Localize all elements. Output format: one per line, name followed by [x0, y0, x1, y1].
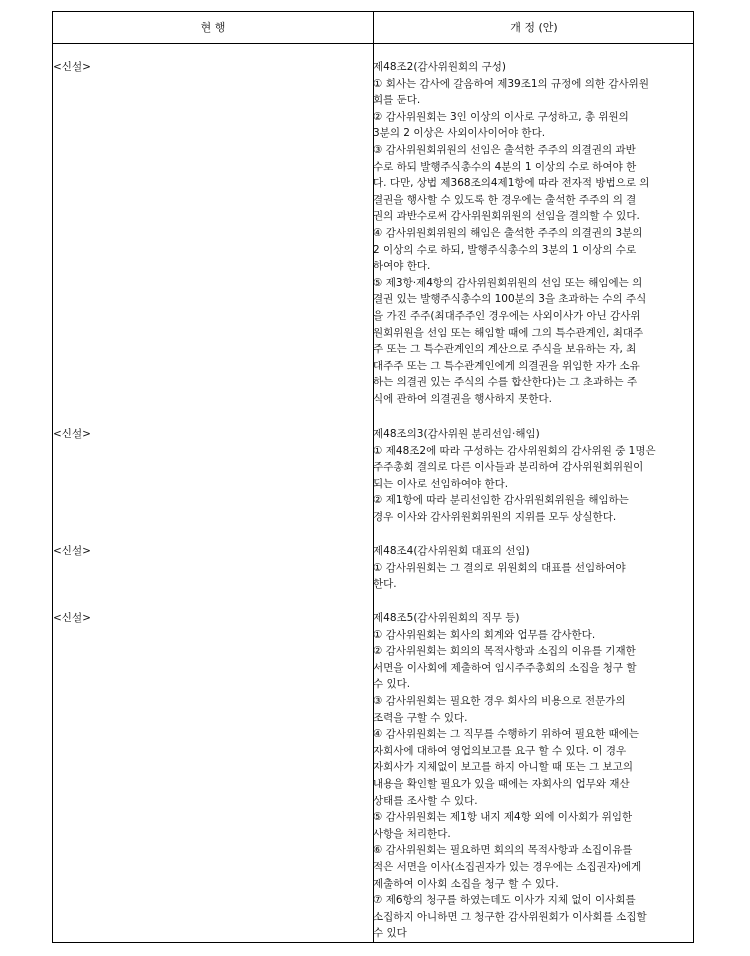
article-line: 한다.	[373, 578, 397, 591]
article-line: 결권 있는 발행주식총수의 100분의 3을 초과하는 수의 주식	[373, 293, 647, 306]
article-line: 수 있다.	[373, 678, 411, 691]
article-line: 상태를 조사할 수 있다.	[373, 794, 478, 807]
article-line: 대주주 또는 그 특수관계인에게 의결권을 위임한 자가 소유	[373, 359, 640, 372]
article-line: 소집하지 아니하면 그 청구한 감사위원회가 이사회를 소집할	[373, 910, 647, 923]
article-line: 조력을 구할 수 있다.	[373, 711, 468, 724]
article-line: ② 제1항에 따라 분리선임한 감사위원회위원을 해임하는	[373, 494, 629, 507]
article-line: ① 제48조2에 따라 구성하는 감사위원회의 감사위원 중 1명은	[373, 444, 656, 457]
current-cell: <신설>	[53, 545, 91, 557]
article-line: 수로 하되 발행주식총수의 4분의 1 이상의 수로 하여야 한	[373, 160, 637, 173]
revised-cell	[373, 610, 693, 942]
revised-cell	[373, 543, 693, 593]
article-line: 내용을 확인할 필요가 있을 때에는 자회사의 업무와 재산	[373, 777, 630, 790]
article-line: ④ 감사위원회위원의 해임은 출석한 주주의 의결권의 3분의	[373, 226, 643, 239]
article-line: 되는 이사로 선임하여야 한다.	[373, 477, 509, 490]
article-line: ⑤ 제3항·제4항의 감사위원회위원의 선임 또는 해임에는 의	[373, 276, 643, 289]
article-line: ③ 감사위원회는 필요한 경우 회사의 비용으로 전문가의	[373, 694, 626, 707]
article-line: 결권을 행사할 수 있도록 한 경우에는 출석한 주주의 의 결	[373, 193, 637, 206]
header-divider	[53, 43, 693, 44]
article-line: 권의 과반수로써 감사위원회위원의 선임을 결의할 수 있다.	[373, 210, 640, 223]
article-line: ⑥ 감사위원회는 필요하면 회의의 목적사항과 소집이유를	[373, 844, 633, 857]
article-line: 2 이상의 수로 하되, 발행주식총수의 3분의 1 이상의 수로	[373, 243, 637, 256]
article-line: 서면을 이사회에 제출하여 임시주주총회의 소집을 청구 할	[373, 661, 637, 674]
article-line: ④ 감사위원회는 그 직무를 수행하기 위하여 필요한 때에는	[373, 728, 640, 741]
article-line: 회를 둔다.	[373, 94, 421, 107]
header-revised: 개 정 (안)	[510, 21, 558, 34]
article-title: 제48조의3(감사위원 분리선임·해임)	[373, 428, 540, 440]
article-line: 제출하여 이사회 소집을 청구 할 수 있다.	[373, 877, 559, 890]
article-title: 제48조4(감사위원회 대표의 선임)	[373, 545, 530, 557]
article-line: 다. 다만, 상법 제368조의4제1항에 따라 전자적 방법으로 의	[373, 177, 650, 190]
article-line: ② 감사위원회는 회의의 목적사항과 소집의 이유를 기재한	[373, 645, 636, 658]
article-line: 주 또는 그 특수관계인의 계산으로 주식을 보유하는 자, 최	[373, 343, 637, 356]
current-cell: <신설>	[53, 428, 91, 440]
article-title: 제48조5(감사위원회의 직무 등)	[373, 612, 520, 624]
article-line: 하여야 한다.	[373, 260, 431, 273]
article-line: 원회위원을 선임 또는 해임할 때에 그의 특수관계인, 최대주	[373, 326, 644, 339]
article-line: 주주총회 결의로 다른 이사들과 분리하여 감사위원회위원이	[373, 461, 644, 474]
article-line: 하는 의결권 있는 주식의 수를 합산한다)는 그 초과하는 주	[373, 376, 638, 389]
article-line: ① 감사위원회는 그 결의로 위원회의 대표를 선임하여야	[373, 561, 626, 574]
article-line: ③ 감사위원회위원의 선임은 출석한 주주의 의결권의 과반	[373, 143, 636, 156]
comparison-table	[52, 11, 694, 943]
article-title: 제48조2(감사위원회의 구성)	[373, 61, 507, 73]
revised-cell	[373, 426, 693, 526]
article-line: 경우 이사와 감사위원회위원의 지위를 모두 상실한다.	[373, 510, 617, 523]
article-line: 3분의 2 이상은 사외이사이어야 한다.	[373, 127, 546, 140]
article-line: 수 있다	[373, 927, 407, 940]
current-cell: <신설>	[53, 612, 91, 624]
article-line: ① 회사는 감사에 갈음하여 제39조1의 규정에 의한 감사위원	[373, 77, 649, 90]
article-line: 자회사가 지체없이 보고를 하지 아니할 때 또는 그 보고의	[373, 761, 633, 774]
article-line: 을 가진 주주(최대주주인 경우에는 사외이사가 아닌 감사위	[373, 309, 641, 322]
article-line: 자회사에 대하여 영업의보고를 요구 할 수 있다. 이 경우	[373, 744, 627, 757]
header-current: 현 행	[200, 21, 226, 34]
article-line: 식에 관하여 의결권을 행사하지 못한다.	[373, 392, 552, 405]
current-cell: <신설>	[53, 61, 91, 73]
article-line: 적은 서면을 이사(소집권자가 있는 경우에는 소집권자)에게	[373, 860, 642, 873]
article-line: 사항을 처리한다.	[373, 827, 451, 840]
article-line: ⑦ 제6항의 청구를 하였는데도 이사가 지체 없이 이사회를	[373, 894, 636, 907]
article-line: ⑤ 감사위원회는 제1항 내지 제4항 외에 이사회가 위임한	[373, 811, 633, 824]
article-line: ① 감사위원회는 회사의 회계와 업무를 감사한다.	[373, 628, 596, 641]
article-line: ② 감사위원회는 3인 이상의 이사로 구성하고, 총 위원의	[373, 110, 629, 123]
revised-cell	[373, 59, 693, 407]
